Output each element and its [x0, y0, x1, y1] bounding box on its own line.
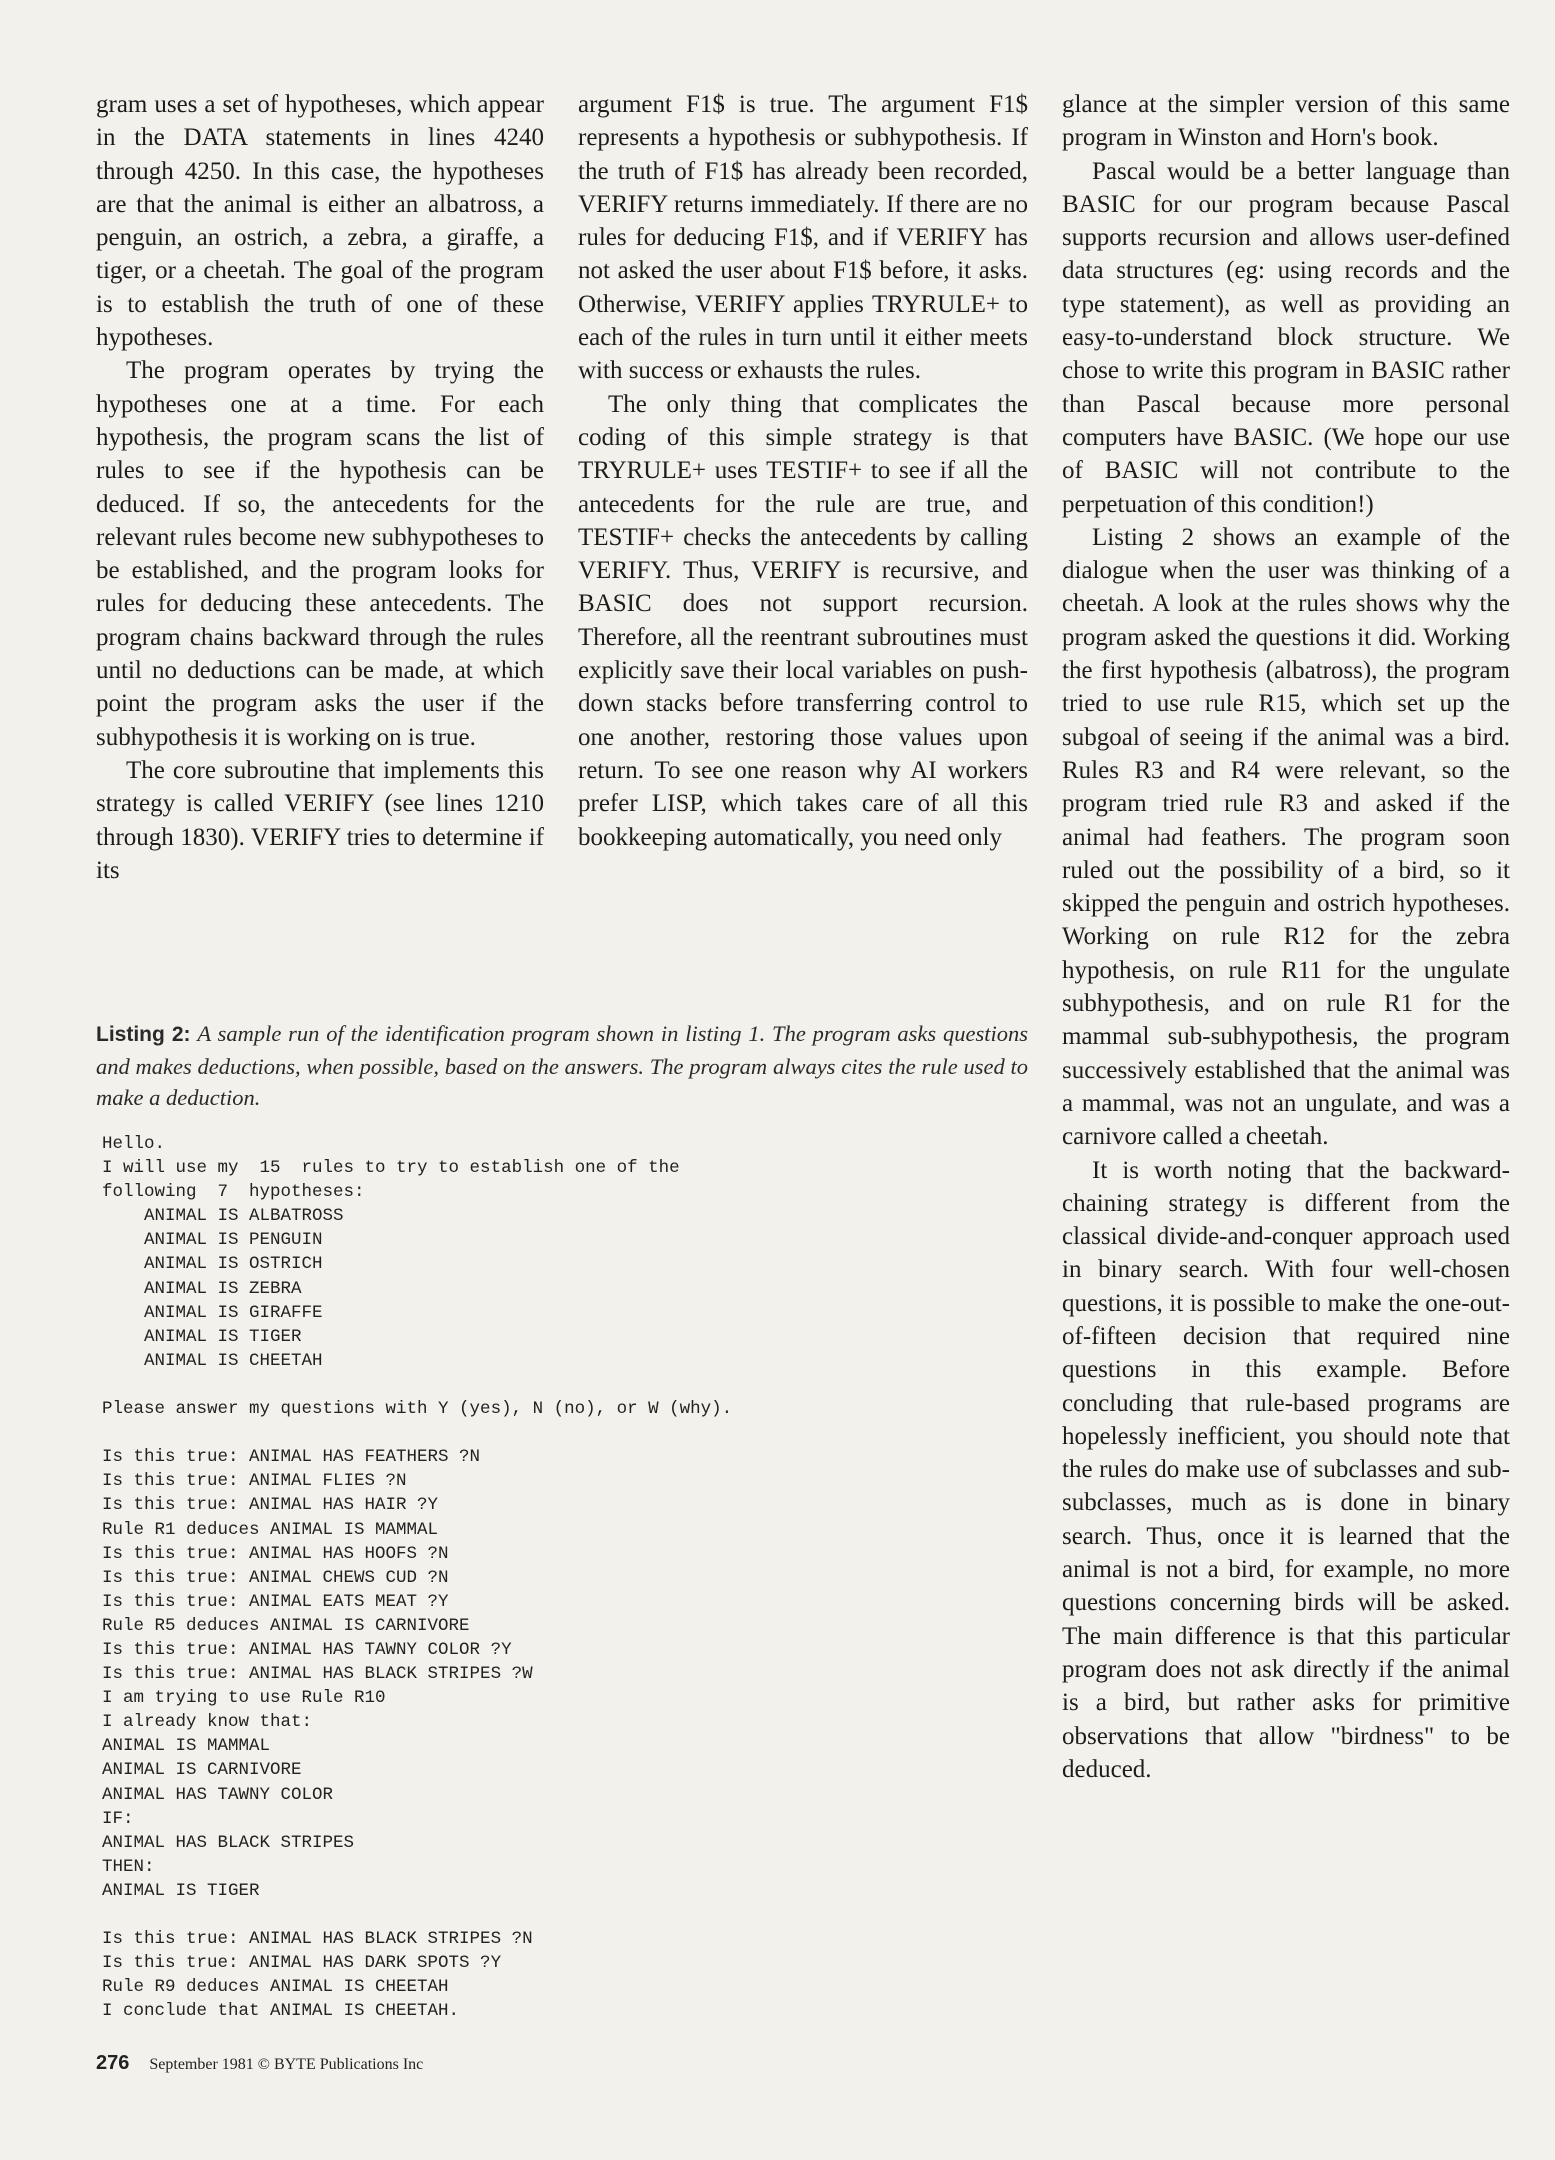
paragraph: The only thing that complicates the coding of this simple strategy is that TRYRULE+ uses TESTIF+ to see if all the antecedents for the rule are true, and TESTIF+ checks the antecedents by calling VERIFY. Thus, VERIFY is recursive, and BASIC does not support recursion. Therefore, all the reentrant subroutines must explicitly save their local variables on push-down stacks before transferring control to one another, restoring those values upon return. To see one reason why AI workers prefer LISP, which takes care of all this bookkeeping automatically, you need only	[578, 390, 1028, 851]
paragraph: Pascal would be a better language than BASIC for our program because Pascal supports recursion and allows user-defined data structures (eg: using records and the type statement), as well as providing an easy-to-understand block structure. We chose to write this program in BASIC rather than Pascal because more personal computers have BASIC. (We hope our use of BASIC will not contribute to the perpetuation of this condition!)	[1062, 157, 1510, 518]
paragraph: Listing 2 shows an example of the dialogue when the user was thinking of a cheetah. A look at the rules shows why the program asked the questions it did. Working the first hypothesis (albatross), the program tried to use rule R15, which set up the subgoal of seeing if the animal was a bird. Rules R3 and R4 were relevant, so the program tried rule R3 and asked if the animal had feathers. The program soon ruled out the possibility of a bird, so it skipped the penguin and ostrich hypotheses. Working on rule R12 for the zebra hypothesis, on rule R11 for the ungulate subhypothesis, and on rule R1 for the mammal sub-subhypothesis, the program successively established that the animal was a mammal, was not an ungulate, and was a carnivore called a cheetah.	[1062, 523, 1510, 1151]
listing-code: Hello. I will use my 15 rules to try to establish one of the following 7 hypotheses: ANIMAL IS ALBATROSS ANIMAL IS PENGUIN ANIMAL IS OSTRICH ANIMAL IS ZEBRA ANIMAL IS GIRAFFE ANIMAL IS TIGER ANIMAL IS CHEETAH Please answer my questions with Y (yes), N (no), or W (why). Is this true: ANIMAL HAS FEATHERS ?N Is this true: ANIMAL FLIES ?N Is this true: ANIMAL HAS HAIR ?Y Rule R1 deduces ANIMAL IS MAMMAL Is this true: ANIMAL HAS HOOFS ?N Is this true: ANIMAL CHEWS CUD ?N Is this true: ANIMAL EATS MEAT ?Y Rule R5 deduces ANIMAL IS CARNIVORE Is this true: ANIMAL HAS TAWNY COLOR ?Y Is this true: ANIMAL HAS BLACK STRIPES ?W I am trying to use Rule R10 I already know that: ANIMAL IS MAMMAL ANIMAL IS CARNIVORE ANIMAL HAS TAWNY COLOR IF: ANIMAL HAS BLACK STRIPES THEN: ANIMAL IS TIGER Is this true: ANIMAL HAS BLACK STRIPES ?N Is this true: ANIMAL HAS DARK SPOTS ?Y Rule R9 deduces ANIMAL IS CHEETAH I conclude that ANIMAL IS CHEETAH.	[102, 1134, 733, 2022]
paragraph: The program operates by trying the hypotheses one at a time. For each hypothesis, the program scans the list of rules to see if the hypothesis can be deduced. If so, the antecedents for the relevant rules become new subhypotheses to be established, and the program looks for rules for deducing these antecedents. The program chains backward through the rules until no deductions can be made, at which point the program asks the user if the subhypothesis it is working on is true.	[96, 357, 544, 751]
paragraph: It is worth noting that the backward-chaining strategy is different from the classical divide-and-conquer approach used in binary search. With four well-chosen questions, it is possible to make the one-out-of-fifteen decision that required nine questions in this example. Before concluding that rule-based programs are hopelessly inefficient, you should note that the rules do make use of subclasses and sub-subclasses, much as is done in binary search. Thus, once it is learned that the animal is not a bird, for example, no more questions concerning birds will be asked. The main difference is that this particular program does not ask directly if the animal is a bird, but rather asks for primitive observations that allow "birdness" to be deduced.	[1062, 1156, 1510, 1783]
text-column-1	[96, 88, 544, 887]
paragraph: glance at the simpler version of this same program in Winston and Horn's book.	[1062, 91, 1510, 152]
footer-credit: September 1981 © BYTE Publications Inc	[149, 2056, 424, 2073]
paragraph: gram uses a set of hypotheses, which appear in the DATA statements in lines 4240 through 4250. In this case, the hypotheses are that the animal is either an albatross, a penguin, an ostrich, a zebra, a giraffe, a tiger, or a cheetah. The goal of the program is to establish the truth of one of these hypotheses.	[96, 91, 544, 352]
listing-label: Listing 2:	[96, 1023, 191, 1046]
text-column-2	[578, 88, 1028, 854]
listing-caption-text: A sample run of the identification program shown in listing 1. The program asks questions and makes deductions, when possible, based on the answers. The program always cites the rule used to make a deduction.	[96, 1021, 1029, 1110]
page-footer	[96, 2052, 423, 2075]
paragraph: The core subroutine that implements this strategy is called VERIFY (see lines 1210 through 1830). VERIFY tries to determine if its	[96, 756, 544, 884]
text-column-3	[1062, 88, 1510, 1786]
paragraph: argument F1$ is true. The argument F1$ represents a hypothesis or subhypothesis. If the truth of F1$ has already been recorded, VERIFY returns immediately. If there are no rules for deducing F1$, and if VERIFY has not asked the user about F1$ before, it asks. Otherwise, VERIFY applies TRYRULE+ to each of the rules in turn until it either meets with success or exhausts the rules.	[578, 91, 1028, 385]
listing-caption	[96, 1018, 1028, 1114]
page-number: 276	[96, 2052, 130, 2074]
